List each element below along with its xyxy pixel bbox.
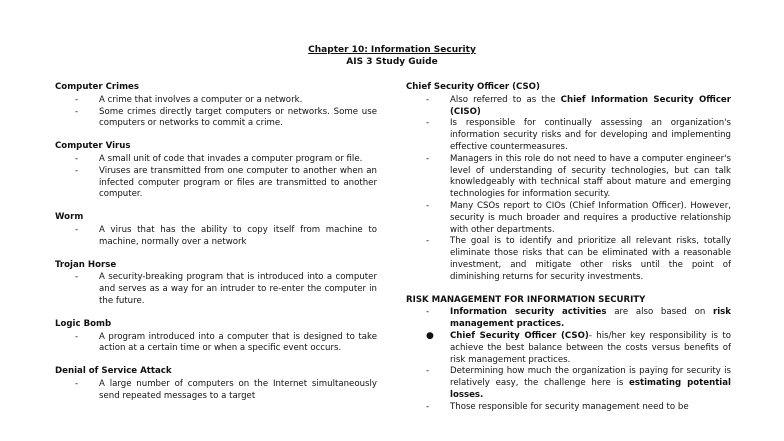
list-item: ● Chief Security Officer (CSO)- his/her key responsibility is to achieve the best balance between the costs versus benefits of risk management practices. (426, 330, 731, 365)
document-subtitle: AIS 3 Study Guide (346, 57, 438, 67)
list-item: - A small unit of code that invades a computer program or file. (75, 153, 363, 164)
bullet-icon: ● (426, 330, 434, 341)
dash-icon: - (75, 165, 79, 176)
list-item: - A security-breaking program that is introduced into a computer and serves as a way for an intruder to re-enter the computer in the future. (75, 272, 377, 306)
section-computer-virus (55, 141, 377, 201)
dash-icon: - (426, 153, 430, 164)
dash-icon: - (426, 200, 430, 211)
list-item: - Some crimes directly target computers or networks. Some use computers or networks to commit a crime. (75, 106, 377, 129)
list-item: - A virus that has the ability to copy itself from machine to machine, normally over a network (75, 224, 377, 247)
section-heading: Logic Bomb (55, 318, 112, 329)
dash-icon: - (75, 331, 79, 342)
document-title: Chapter 10: Information Security (308, 45, 476, 55)
list-item: - Many CSOs report to CIOs (Chief Information Officer). However, security is much broader and requires a productive relationship with other departments. (426, 200, 731, 235)
dash-icon: - (426, 366, 430, 377)
list-item: - Determining how much the organization is paying for security is relatively easy, the challenge here is estimating potential losses. (426, 366, 731, 400)
dash-icon: - (426, 94, 430, 105)
section-risk-management (406, 295, 731, 414)
list-item: - Managers in this role do not need to have a computer engineer's level of understanding of security technologies, but can talk knowledgeably with technical staff about mature and emerging technologies for information security. (426, 153, 731, 200)
section-trojan-horse (55, 260, 377, 308)
dash-icon: - (75, 106, 79, 117)
section-heading: Worm (55, 212, 84, 223)
list-item: - Those responsible for security management need to be (426, 401, 689, 412)
dash-icon: - (426, 401, 430, 412)
list-item: - Information security activities are also based on risk management practices. (426, 307, 731, 330)
dash-icon: - (75, 224, 79, 235)
list-item: - A crime that involves a computer or a network. (75, 94, 303, 105)
section-denial-of-service (55, 366, 377, 402)
list-item: - A program introduced into a computer that is designed to take action at a certain time or when a specific event occurs. (75, 331, 377, 354)
left-column (55, 82, 377, 414)
section-heading: Denial of Service Attack (55, 366, 172, 377)
list-item: - A large number of computers on the Internet simultaneously send repeated messages to a target (75, 378, 377, 401)
dash-icon: - (75, 378, 79, 389)
section-worm (55, 212, 377, 248)
list-item: - Also referred to as the Chief Information Security Officer (CISO) (426, 94, 732, 117)
section-heading: RISK MANAGEMENT FOR INFORMATION SECURITY (406, 294, 646, 305)
list-item: - The goal is to identify and prioritize all relevant risks, totally eliminate those risks that can be eliminated with a reasonable investment, and mitigate other risks until the point of diminishing returns for security investments. (426, 236, 731, 282)
list-item: - Is responsible for continually assessing an organization's information security risks and for developing and implementing effective countermeasures. (426, 118, 731, 152)
dash-icon: - (426, 236, 430, 247)
section-computer-crimes (55, 82, 377, 130)
section-heading: Computer Virus (55, 141, 131, 152)
dash-icon: - (75, 272, 79, 283)
dash-icon: - (75, 153, 79, 164)
dash-icon: - (75, 94, 79, 105)
section-heading: Chief Security Officer (CSO) (406, 82, 540, 92)
dash-icon: - (426, 118, 430, 129)
section-heading: Computer Crimes (55, 82, 139, 92)
section-heading: Trojan Horse (55, 259, 117, 270)
right-column (406, 82, 731, 425)
list-item: - Viruses are transmitted from one computer to another when an infected computer program or files are transmitted to another computer. (75, 165, 377, 200)
section-logic-bomb (55, 319, 377, 355)
document-header (0, 44, 784, 68)
section-cso (406, 82, 731, 284)
dash-icon: - (426, 307, 430, 318)
